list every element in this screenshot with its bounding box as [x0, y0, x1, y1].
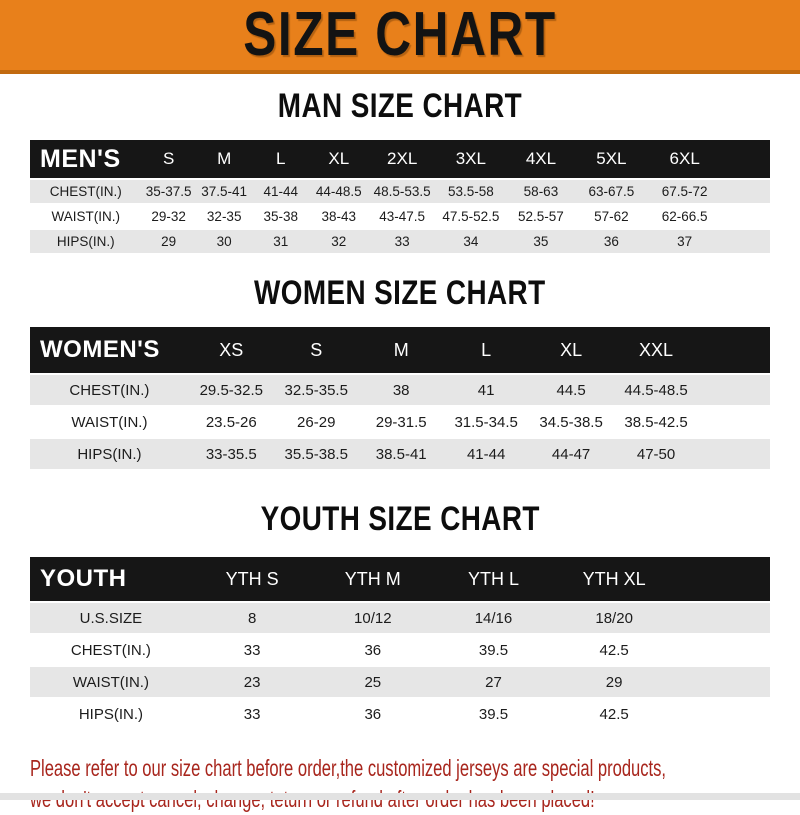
women-chart-title-text: WOMEN SIZE CHART	[254, 274, 546, 312]
measurement-row	[30, 602, 770, 634]
size-column-header: 2XL	[387, 149, 418, 168]
size-column-header: 4XL	[525, 149, 557, 168]
size-column-header: L	[276, 149, 286, 168]
measurement-row	[30, 229, 770, 254]
measurement-label: HIPS(IN.)	[77, 445, 142, 463]
size-column-header: XL	[328, 149, 350, 168]
measurement-value: 32	[331, 234, 347, 249]
filler-cell	[699, 406, 770, 438]
measurement-value: 67.5-72	[661, 184, 708, 199]
measurement-row	[30, 204, 770, 229]
size-column-header: S	[162, 149, 175, 168]
group-label: MEN'S	[40, 144, 121, 173]
filler-cell	[674, 698, 770, 730]
measurement-value: 35-37.5	[145, 184, 192, 199]
size-column-header: YTH L	[467, 568, 519, 589]
measurement-value: 30	[216, 234, 232, 249]
measurement-value: 44.5-48.5	[624, 381, 688, 399]
women-size-table	[30, 327, 770, 471]
measurement-value: 37	[677, 234, 693, 249]
measurement-value: 42.5	[599, 705, 629, 723]
measurement-value: 39.5	[478, 641, 509, 659]
measurement-value: 32-35	[206, 209, 242, 224]
measurement-row	[30, 374, 770, 406]
measurement-value: 47-50	[636, 445, 676, 463]
group-label: YOUTH	[40, 565, 127, 592]
measurement-label: WAIST(IN.)	[51, 209, 120, 224]
filler-cell	[723, 204, 770, 229]
size-header-row	[30, 557, 770, 602]
measurement-label: HIPS(IN.)	[78, 705, 143, 723]
men-chart-title-text: MAN SIZE CHART	[277, 87, 523, 125]
measurement-value: 26-29	[297, 413, 336, 431]
group-label: WOMEN'S	[40, 336, 160, 363]
measurement-value: 53.5-58	[447, 184, 494, 199]
filler-cell	[699, 438, 770, 470]
size-column-header: YTH S	[225, 568, 279, 589]
measurement-value: 44.5	[556, 381, 586, 399]
measurement-value: 29	[161, 234, 177, 249]
measurement-value: 31.5-34.5	[454, 413, 518, 431]
measurement-value: 44-47	[551, 445, 591, 463]
measurement-value: 34.5-38.5	[539, 413, 603, 431]
measurement-value: 35	[533, 234, 549, 249]
measurement-value: 41-44	[263, 184, 299, 199]
size-column-header: XL	[560, 339, 583, 360]
size-chart-banner	[0, 0, 800, 74]
filler-cell	[699, 374, 770, 406]
measurement-value: 62-66.5	[661, 209, 708, 224]
filler-cell	[674, 557, 770, 602]
size-column-header: XS	[219, 339, 244, 360]
size-column-header: M	[393, 339, 409, 360]
size-column-header: YTH M	[344, 568, 401, 589]
size-column-header: YTH XL	[582, 568, 646, 589]
measurement-label: WAIST(IN.)	[71, 413, 148, 431]
youth-chart-title-text: YOUTH SIZE CHART	[260, 500, 540, 538]
measurement-value: 33	[394, 234, 410, 249]
measurement-value: 8	[247, 609, 257, 627]
measurement-value: 41	[477, 381, 495, 399]
measurement-label: CHEST(IN.)	[69, 381, 150, 399]
measurement-value: 35.5-38.5	[284, 445, 348, 463]
size-column-header: 5XL	[596, 149, 627, 168]
measurement-value: 31	[273, 234, 289, 249]
women-chart-title	[0, 275, 800, 311]
measurement-value: 29.5-32.5	[199, 381, 263, 399]
filler-cell	[723, 140, 770, 179]
measurement-value: 25	[364, 673, 382, 691]
measurement-value: 42.5	[599, 641, 629, 659]
measurement-value: 44-48.5	[315, 184, 362, 199]
size-column-header: 3XL	[455, 149, 486, 168]
measurement-value: 27	[485, 673, 502, 691]
measurement-value: 29	[605, 673, 623, 691]
measurement-row	[30, 698, 770, 730]
filler-cell	[674, 666, 770, 698]
measurement-value: 48.5-53.5	[373, 184, 431, 199]
measurement-value: 41-44	[466, 445, 506, 463]
measurement-row	[30, 438, 770, 470]
bottom-divider	[0, 793, 800, 800]
measurement-value: 52.5-57	[518, 209, 564, 224]
measurement-value: 29-31.5	[375, 413, 427, 431]
size-column-header: S	[310, 339, 323, 360]
filler-cell	[674, 634, 770, 666]
measurement-value: 58-63	[523, 184, 559, 199]
measurement-value: 33	[243, 705, 261, 723]
measurement-row	[30, 179, 770, 204]
measurement-value: 32.5-35.5	[284, 381, 348, 399]
filler-cell	[699, 327, 770, 374]
measurement-value: 38	[392, 381, 410, 399]
measurement-label: CHEST(IN.)	[70, 641, 151, 659]
measurement-value: 35-38	[263, 209, 299, 224]
banner-title: SIZE CHART	[243, 0, 557, 69]
size-column-header: L	[481, 339, 492, 360]
measurement-label: CHEST(IN.)	[49, 184, 122, 199]
filler-cell	[674, 602, 770, 634]
filler-cell	[723, 229, 770, 254]
measurement-row	[30, 634, 770, 666]
measurement-value: 18/20	[595, 609, 633, 627]
size-header-row	[30, 140, 770, 179]
measurement-value: 36	[603, 234, 619, 249]
measurement-value: 23.5-26	[205, 413, 257, 431]
size-column-header: M	[217, 149, 232, 168]
measurement-value: 36	[364, 641, 382, 659]
measurement-value: 43-47.5	[379, 209, 426, 224]
size-column-header: XXL	[639, 339, 674, 360]
men-chart-title	[0, 88, 800, 124]
measurement-value: 47.5-52.5	[442, 209, 500, 224]
size-header-row	[30, 327, 770, 374]
measurement-label: HIPS(IN.)	[56, 234, 115, 249]
size-column-header: 6XL	[669, 149, 700, 168]
measurement-value: 23	[243, 673, 261, 691]
measurement-value: 57-62	[594, 209, 629, 224]
measurement-value: 33-35.5	[205, 445, 257, 463]
measurement-value: 63-67.5	[588, 184, 635, 199]
men-size-chart-section	[0, 88, 800, 255]
measurement-row	[30, 666, 770, 698]
measurement-value: 38.5-41	[375, 445, 427, 463]
measurement-row	[30, 406, 770, 438]
measurement-value: 34	[463, 234, 479, 249]
youth-size-chart-section	[0, 501, 800, 731]
women-size-chart-section	[0, 275, 800, 471]
measurement-value: 36	[364, 705, 382, 723]
measurement-value: 10/12	[354, 609, 392, 627]
measurement-value: 38-43	[321, 209, 357, 224]
disclaimer-line-1: Please refer to our size chart before order,the customized jerseys are special products,	[30, 755, 667, 781]
measurement-value: 37.5-41	[201, 184, 248, 199]
youth-chart-title	[0, 501, 800, 537]
measurement-value: 29-32	[151, 209, 186, 224]
men-size-table	[30, 140, 770, 255]
measurement-label: WAIST(IN.)	[72, 673, 149, 691]
measurement-value: 33	[243, 641, 261, 659]
youth-size-table	[30, 557, 770, 731]
measurement-value: 39.5	[478, 705, 509, 723]
measurement-label: U.S.SIZE	[79, 609, 143, 627]
filler-cell	[723, 179, 770, 204]
order-disclaimer	[0, 753, 800, 815]
measurement-value: 38.5-42.5	[624, 413, 688, 431]
measurement-value: 14/16	[474, 609, 513, 627]
